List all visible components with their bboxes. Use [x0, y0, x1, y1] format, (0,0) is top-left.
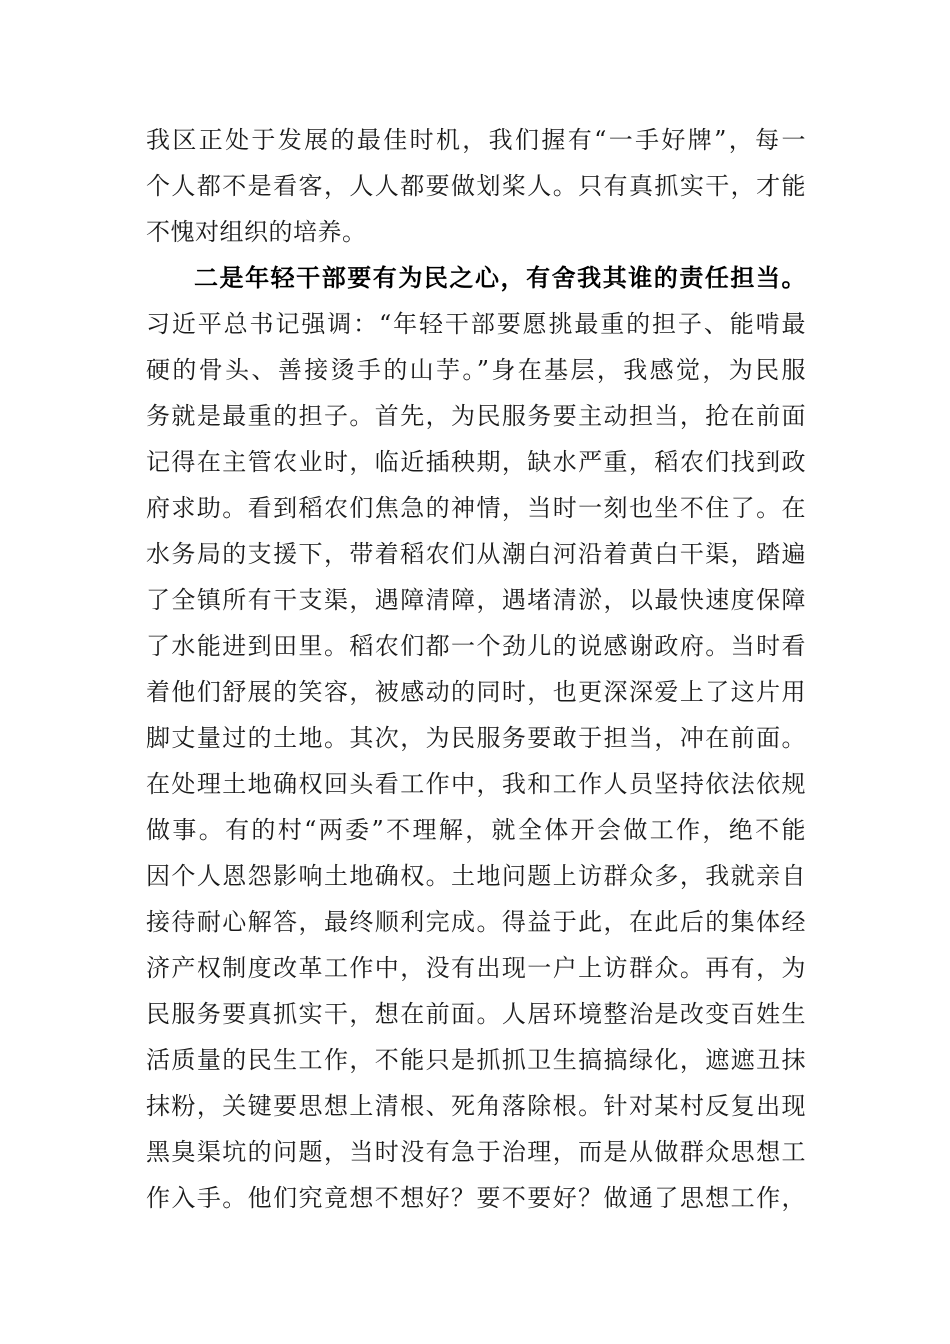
text-line: 个人都不是看客，人人都要做划桨人。只有真抓实干，才能: [146, 172, 806, 200]
text-line: 我区正处于发展的最佳时机，我们握有“一手好牌”，每一: [146, 126, 806, 154]
text-line: 务就是最重的担子。首先，为民服务要主动担当，抢在前面: [146, 402, 806, 430]
text-line: 做事。有的村“两委”不理解，就全体开会做工作，绝不能: [146, 816, 806, 844]
text-line: 习近平总书记强调：“年轻干部要愿挑最重的担子、能啃最: [146, 310, 806, 338]
text-line: 不愧对组织的培养。: [146, 218, 367, 246]
text-line: 了全镇所有干支渠，遇障清障，遇堵清淤，以最快速度保障: [146, 586, 806, 614]
text-line: 因个人恩怨影响土地确权。土地问题上访群众多，我就亲自: [146, 862, 806, 890]
text-line: 府求助。看到稻农们焦急的神情，当时一刻也坐不住了。在: [146, 494, 806, 522]
text-line: 活质量的民生工作，不能只是抓抓卫生搞搞绿化，遮遮丑抹: [146, 1046, 806, 1074]
section-heading: 二是年轻干部要有为民之心，有舍我其谁的责任担当。: [194, 264, 806, 292]
text-line: 民服务要真抓实干，想在前面。人居环境整治是改变百姓生: [146, 1000, 806, 1028]
text-line: 水务局的支援下，带着稻农们从潮白河沿着黄白干渠，踏遍: [146, 540, 806, 568]
text-line: 脚丈量过的土地。其次，为民服务要敢于担当，冲在前面。: [146, 724, 806, 752]
text-line: 硬的骨头、善接烫手的山芋。”身在基层，我感觉，为民服: [146, 356, 806, 384]
text-line: 了水能进到田里。稻农们都一个劲儿的说感谢政府。当时看: [146, 632, 806, 660]
text-line: 接待耐心解答，最终顺利完成。得益于此，在此后的集体经: [146, 908, 806, 936]
text-line: 黑臭渠坑的问题，当时没有急于治理，而是从做群众思想工: [146, 1138, 806, 1166]
text-line: 在处理土地确权回头看工作中，我和工作人员坚持依法依规: [146, 770, 806, 798]
text-line: 济产权制度改革工作中，没有出现一户上访群众。再有，为: [146, 954, 806, 982]
text-line: 记得在主管农业时，临近插秧期，缺水严重，稻农们找到政: [146, 448, 806, 476]
text-line: 作入手。他们究竟想不想好？要不要好？做通了思想工作，: [146, 1184, 806, 1212]
text-line: 抹粉，关键要思想上清根、死角落除根。针对某村反复出现: [146, 1092, 806, 1120]
text-line: 着他们舒展的笑容，被感动的同时，也更深深爱上了这片用: [146, 678, 806, 706]
